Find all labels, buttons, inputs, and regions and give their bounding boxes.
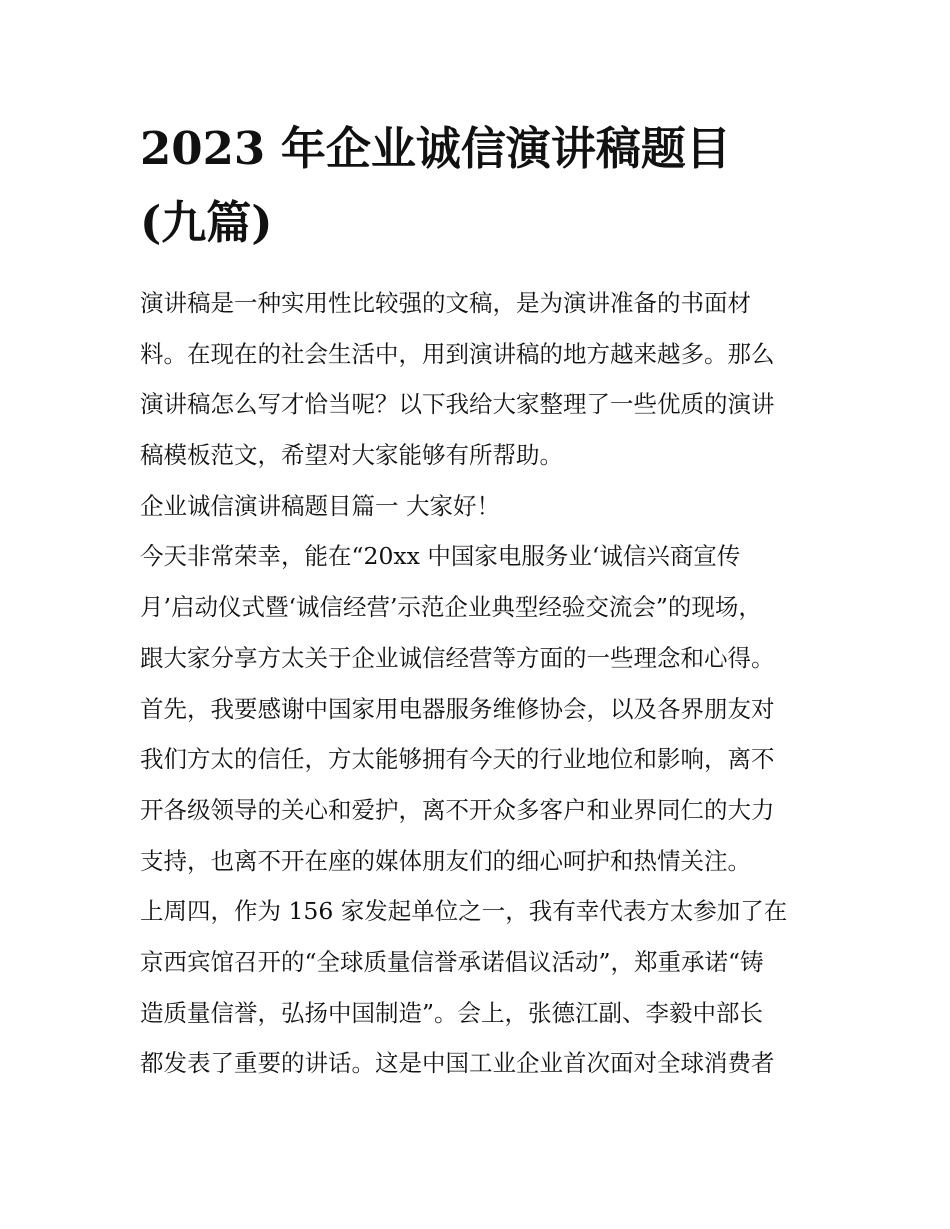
body-line: 上周四，作为 156 家发起单位之一，我有幸代表方太参加了在 — [140, 897, 788, 926]
body-line: 首先，我要感谢中国家用电器服务维修协会，以及各界朋友对 — [140, 694, 775, 723]
body-line: 开各级领导的关心和爱护，离不开众多客户和业界同仁的大力 — [140, 795, 775, 824]
body-line: 都发表了重要的讲话。这是中国工业企业首次面对全球消费者 — [140, 1049, 775, 1078]
body-line: 我们方太的信任，方太能够拥有今天的行业地位和影响，离不 — [140, 745, 775, 774]
body-line: 京西宾馆召开的“全球质量信誉承诺倡议活动”，郑重承诺“铸 — [140, 947, 764, 976]
body-line: 今天非常荣幸，能在“20xx 中国家电服务业‘诚信兴商宣传 — [140, 542, 741, 571]
body-line: 料。在现在的社会生活中，用到演讲稿的地方越来越多。那么 — [140, 339, 775, 368]
body-line: 月’启动仪式暨‘诚信经营’示范企业典型经验交流会”的现场， — [140, 593, 762, 622]
document-title — [140, 112, 820, 260]
document-body — [140, 278, 840, 1089]
body-line: 演讲稿怎么写才恰当呢？以下我给大家整理了一些优质的演讲 — [140, 390, 775, 419]
body-line: 跟大家分享方太关于企业诚信经营等方面的一些理念和心得。 — [140, 643, 775, 672]
body-line: 支持，也离不开在座的媒体朋友们的细心呵护和热情关注。 — [140, 846, 751, 875]
section-heading: 企业诚信演讲稿题目篇一 大家好！ — [140, 491, 500, 520]
body-line: 稿模板范文，希望对大家能够有所帮助。 — [140, 441, 563, 470]
body-line: 造质量信誉，弘扬中国制造”。会上，张德江副、李毅中部长 — [140, 998, 764, 1027]
body-line: 演讲稿是一种实用性比较强的文稿，是为演讲准备的书面材 — [140, 289, 751, 317]
title-line-1: 2023 年企业诚信演讲稿题目 — [140, 122, 731, 175]
title-line-2: (九篇) — [140, 196, 273, 249]
